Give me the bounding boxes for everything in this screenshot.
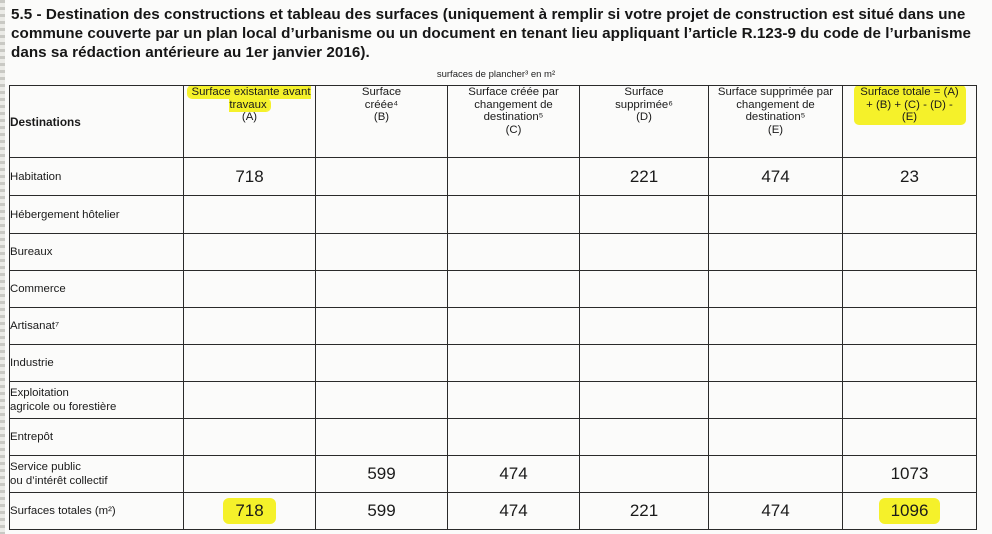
cell-a <box>184 419 316 456</box>
cell-b <box>316 271 448 308</box>
cell-c <box>448 234 580 271</box>
cell-c <box>448 382 580 419</box>
total-cell-total <box>843 493 977 530</box>
row-label-line1: Exploitation <box>10 387 69 399</box>
cell-b <box>316 158 448 196</box>
cell-e <box>709 382 843 419</box>
totals-label: Surfaces totales (m²) <box>10 493 184 530</box>
table-row <box>10 456 977 493</box>
cell-e <box>709 419 843 456</box>
cell-c <box>448 308 580 345</box>
cell-e <box>709 196 843 234</box>
cell-a: 718 <box>184 158 316 196</box>
grand-total-value: 1096 <box>879 498 941 524</box>
row-label: Habitation <box>10 158 184 196</box>
cell-e <box>709 234 843 271</box>
header-col-c <box>448 86 580 158</box>
header-col-c-label: Surface créée par changement de destination⁵ <box>468 86 559 123</box>
row-label-line1: Service public <box>10 461 81 473</box>
row-label-line2: ou d’intérêt collectif <box>10 475 108 487</box>
header-col-d <box>580 86 709 158</box>
cell-a <box>184 271 316 308</box>
cell-total <box>843 345 977 382</box>
section-heading: 5.5 - Destination des constructions et tableau des surfaces (uniquement à remplir si votre projet de construction est situé dans une commune couverte par un plan local d’urbanisme ou un document en tenant lieu appliquant l’article R.123-9 du code de l’urbanisme dans sa rédaction antérieure au 1er janvier 2016). <box>11 6 972 61</box>
total-a-value: 718 <box>223 498 275 524</box>
cell-b: 599 <box>316 456 448 493</box>
header-row <box>10 86 977 158</box>
cell-total <box>843 419 977 456</box>
cell-e: 474 <box>709 158 843 196</box>
row-label: Bureaux <box>10 234 184 271</box>
cell-a <box>184 382 316 419</box>
cell-d <box>580 271 709 308</box>
row-label: Commerce <box>10 271 184 308</box>
header-col-b <box>316 86 448 158</box>
cell-b <box>316 234 448 271</box>
total-cell-b: 599 <box>316 493 448 530</box>
cell-total: 1073 <box>843 456 977 493</box>
cell-b <box>316 382 448 419</box>
cell-total: 23 <box>843 158 977 196</box>
cell-c <box>448 419 580 456</box>
cell-d <box>580 456 709 493</box>
cell-a <box>184 196 316 234</box>
header-col-e <box>709 86 843 158</box>
header-col-e-code: (E) <box>767 123 784 136</box>
cell-d <box>580 308 709 345</box>
cell-a <box>184 456 316 493</box>
header-col-b-code: (B) <box>373 111 390 123</box>
header-col-a-code: (A) <box>241 111 258 123</box>
table-row <box>10 158 977 196</box>
table-row <box>10 382 977 419</box>
header-col-d-code: (D) <box>636 111 652 123</box>
cell-e <box>709 308 843 345</box>
row-label <box>10 456 184 493</box>
row-label: Entrepôt <box>10 419 184 456</box>
cell-d <box>580 419 709 456</box>
cell-total <box>843 308 977 345</box>
header-destinations: Destinations <box>10 86 184 158</box>
header-col-a <box>184 86 316 158</box>
total-cell-c: 474 <box>448 493 580 530</box>
cell-d <box>580 196 709 234</box>
cell-d: 221 <box>580 158 709 196</box>
table-row <box>10 308 977 345</box>
cell-b <box>316 196 448 234</box>
row-label: Hébergement hôtelier <box>10 196 184 234</box>
total-cell-d: 221 <box>580 493 709 530</box>
header-col-e-label: Surface supprimée par changement de destination⁵ <box>717 86 834 123</box>
table-row <box>10 345 977 382</box>
cell-total <box>843 382 977 419</box>
cell-total <box>843 234 977 271</box>
row-label: Industrie <box>10 345 184 382</box>
total-cell-a <box>184 493 316 530</box>
cell-a <box>184 308 316 345</box>
scan-edge <box>0 0 5 534</box>
cell-c <box>448 158 580 196</box>
table-caption: surfaces de plancher³ en m² <box>436 69 556 80</box>
cell-a <box>184 234 316 271</box>
cell-c <box>448 196 580 234</box>
header-col-c-code: (C) <box>505 123 522 136</box>
cell-a <box>184 345 316 382</box>
cell-d <box>580 345 709 382</box>
cell-b <box>316 345 448 382</box>
table-row <box>10 234 977 271</box>
cell-c: 474 <box>448 456 580 493</box>
cell-total <box>843 196 977 234</box>
row-label-line2: agricole ou forestière <box>10 401 117 413</box>
header-col-total <box>843 86 977 158</box>
cell-c <box>448 345 580 382</box>
cell-e <box>709 271 843 308</box>
header-col-d-label: Surface supprimée⁶ <box>615 86 673 111</box>
cell-d <box>580 234 709 271</box>
header-col-total-label: Surface totale = (A) + (B) + (C) - (D) - (E) <box>855 86 965 124</box>
table-row <box>10 271 977 308</box>
cell-b <box>316 419 448 456</box>
table-row <box>10 196 977 234</box>
row-label: Artisanat⁷ <box>10 308 184 345</box>
cell-c <box>448 271 580 308</box>
row-label <box>10 382 184 419</box>
cell-total <box>843 271 977 308</box>
cell-e <box>709 345 843 382</box>
cell-d <box>580 382 709 419</box>
table-row <box>10 419 977 456</box>
totals-row <box>10 493 977 530</box>
total-cell-e: 474 <box>709 493 843 530</box>
cell-b <box>316 308 448 345</box>
header-col-a-label: Surface existante avant travaux <box>188 86 310 111</box>
surfaces-table <box>9 85 977 530</box>
cell-e <box>709 456 843 493</box>
header-col-b-label: Surface créée⁴ <box>361 86 402 111</box>
